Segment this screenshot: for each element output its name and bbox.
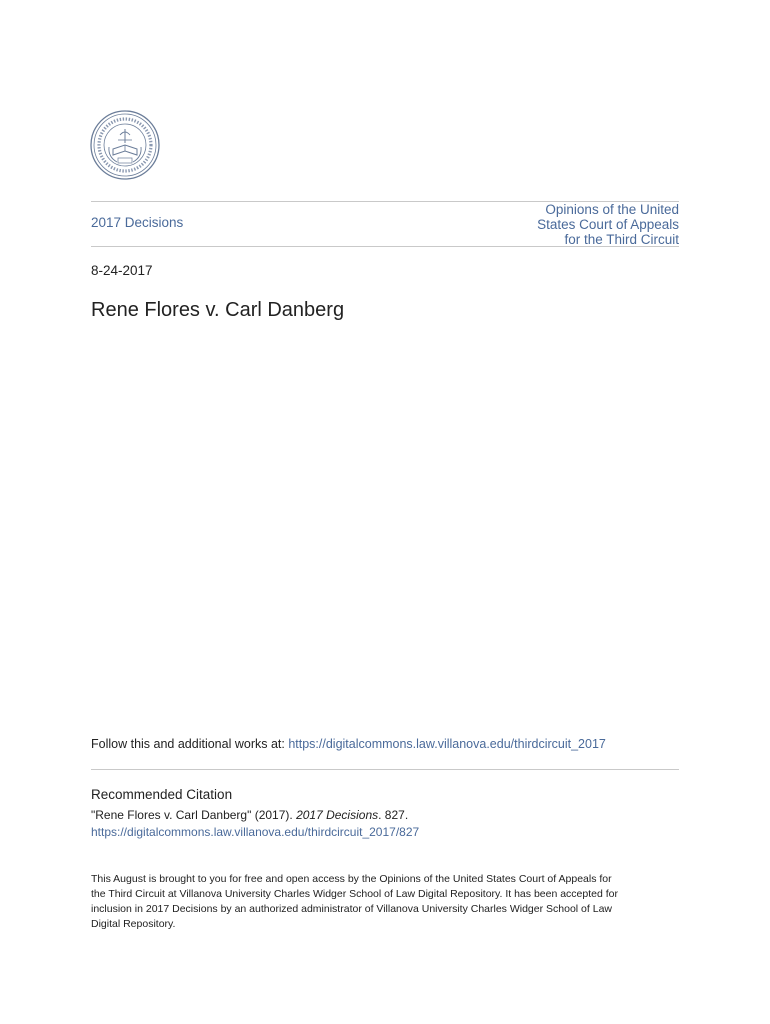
series-line: for the Third Circuit — [564, 232, 679, 247]
university-seal-icon — [89, 109, 161, 181]
header-bottom-rule — [91, 246, 679, 247]
access-notice — [91, 872, 681, 932]
follow-prefix: Follow this and additional works at: — [91, 737, 289, 751]
series-line: Opinions of the United — [545, 202, 679, 217]
citation-series: 2017 Decisions — [296, 808, 379, 822]
document-title: Rene Flores v. Carl Danberg — [91, 299, 345, 321]
document-date: 8-24-2017 — [91, 263, 153, 278]
citation-link[interactable]: https://digitalcommons.law.villanova.edu/thirdcircuit_2017/827 — [91, 825, 420, 839]
notice-line: inclusion in 2017 Decisions by an authorized administrator of Villanova University Charles Widger School of Law — [91, 903, 612, 915]
series-line: States Court of Appeals — [537, 217, 679, 232]
follow-rule — [91, 769, 679, 770]
notice-line: the Third Circuit at Villanova University Charles Widger School of Law Digital Repository. It has been accepted for — [91, 888, 618, 900]
citation-block — [91, 807, 419, 841]
collection-link[interactable]: 2017 Decisions — [91, 215, 184, 230]
notice-line: Digital Repository. — [91, 918, 176, 930]
follow-line — [91, 737, 606, 751]
citation-text-after: . 827. — [378, 808, 409, 822]
recommended-citation-heading: Recommended Citation — [91, 787, 233, 802]
notice-line: This August is brought to you for free and open access by the Opinions of the United States Court of Appeals for — [91, 873, 612, 885]
citation-text-before: "Rene Flores v. Carl Danberg" (2017). — [91, 808, 297, 822]
follow-link[interactable]: https://digitalcommons.law.villanova.edu/thirdcircuit_2017 — [288, 737, 606, 751]
citation-text — [91, 807, 419, 824]
series-link[interactable] — [479, 202, 679, 247]
